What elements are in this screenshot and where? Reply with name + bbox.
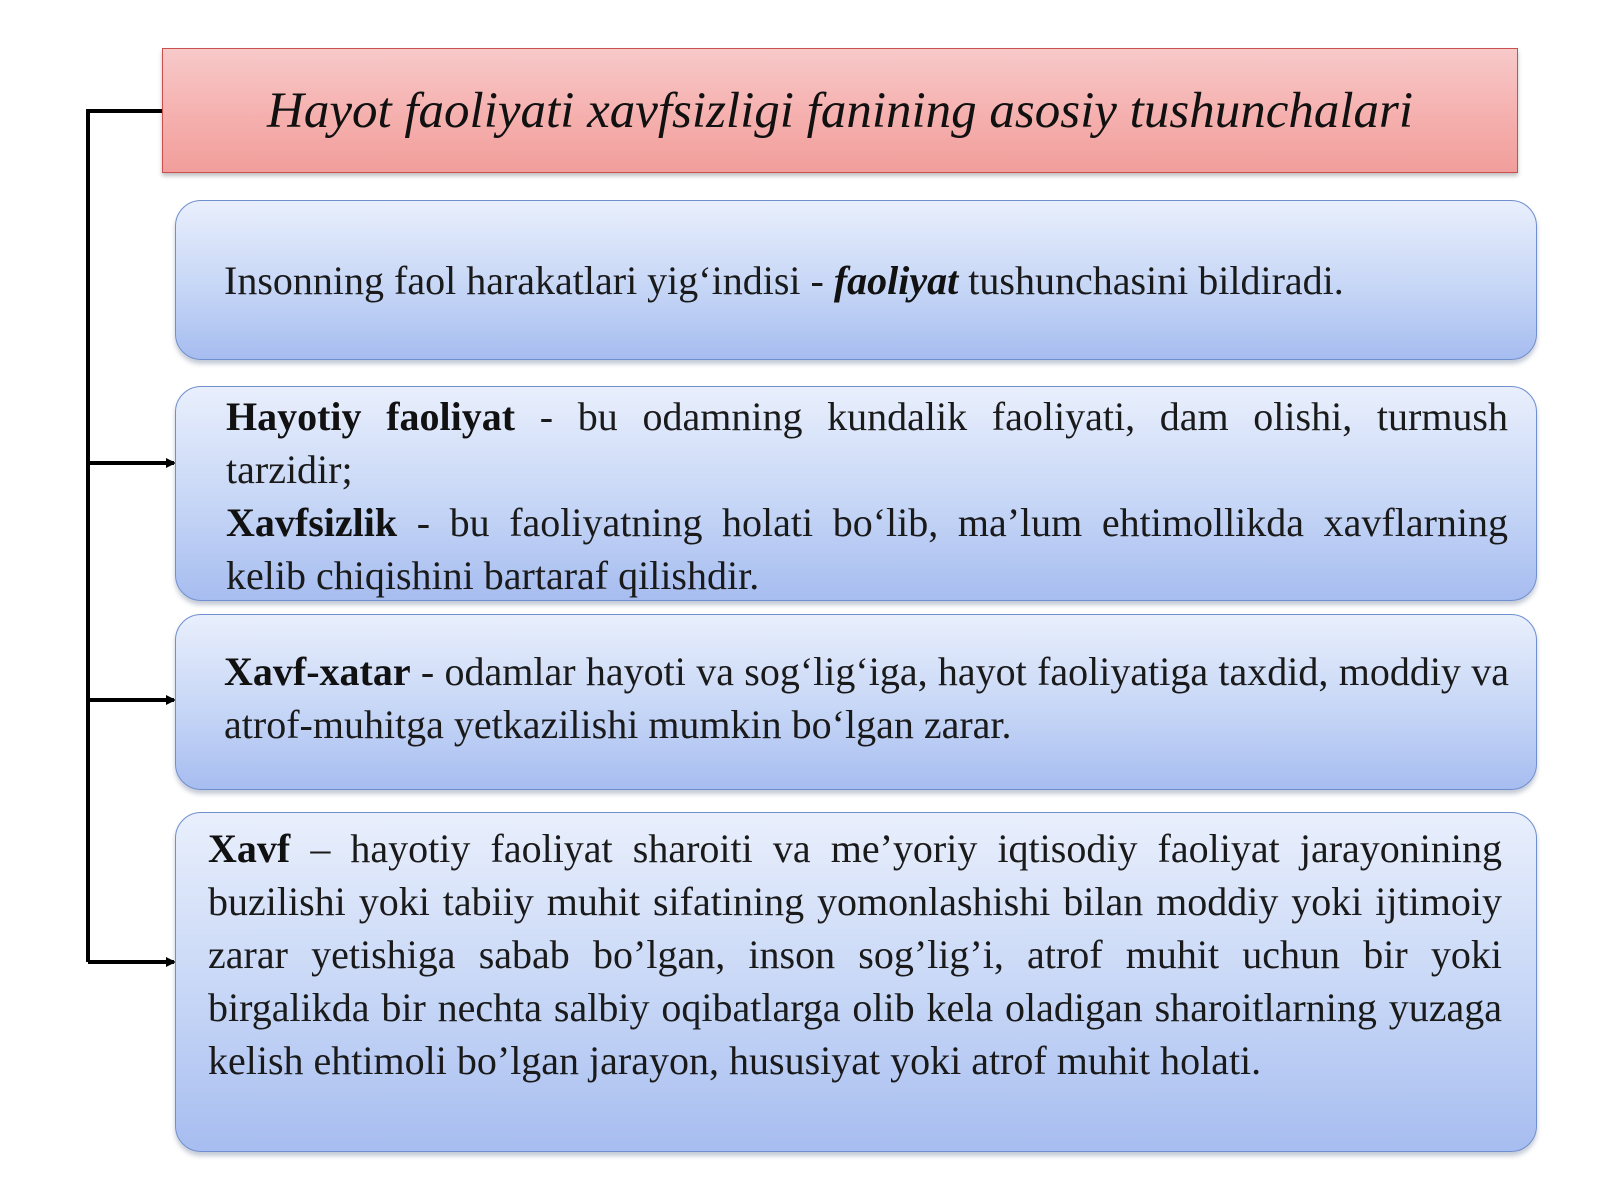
definition-text: - bu odamning kundalik faoliyati, dam olishi, turmush tarzidir;: [226, 394, 1509, 492]
concept-text: [224, 254, 1344, 307]
diagram-title: Hayot faoliyati xavfsizligi fanining asosiy tushunchalari: [266, 82, 1414, 139]
concept-box-hayotiy-faoliyat: [175, 386, 1537, 601]
title-box: [162, 48, 1518, 173]
definition-text: tushunchasini bildiradi.: [958, 257, 1344, 303]
concept-text: [208, 822, 1502, 1087]
definition-text: - odamlar hayoti va sog‘lig‘iga, hayot faoliyatiga taxdid, moddiy va atrof-muhitga yetkazilishi mumkin bo‘lgan zarar.: [224, 649, 1509, 747]
term-label: Xavf: [208, 826, 291, 871]
concept-text: [224, 645, 1509, 751]
bracket-line: [88, 111, 162, 962]
concept-text: [226, 390, 1508, 496]
term-label: Hayotiy faoliyat: [226, 394, 516, 439]
concept-box-xavf: [175, 812, 1537, 1152]
definition-text: Insonning faol harakatlari yig‘indisi -: [224, 257, 834, 303]
term-label: faoliyat: [833, 257, 959, 303]
term-label: Xavfsizlik: [226, 500, 398, 545]
definition-text: - bu faoliyatning holati bo‘lib, ma’lum ehtimollikda xavflarning kelib chiqishini bartaraf qilishdir.: [226, 500, 1508, 598]
definition-text: – hayotiy faoliyat sharoiti va me’yoriy iqtisodiy faoliyat jarayonining buzilishi yoki tabiiy muhit sifatining yomonlashishi bilan moddiy yoki ijtimoiy zarar yetishiga sabab bo’lgan, inson sog’lig’i, atrof muhit uchun bir yoki birgalikda bir nechta salbiy oqibatlarga olib kela oladigan sharoitlarning yuzaga kelish ehtimoli bo’lgan jarayon, hususiyat yoki atrof muhit holati.: [208, 826, 1502, 1083]
term-label: Xavf-xatar: [224, 649, 411, 694]
concept-box-faoliyat: [175, 200, 1537, 360]
concept-text: [226, 496, 1508, 601]
concept-box-xavf-xatar: [175, 614, 1537, 790]
